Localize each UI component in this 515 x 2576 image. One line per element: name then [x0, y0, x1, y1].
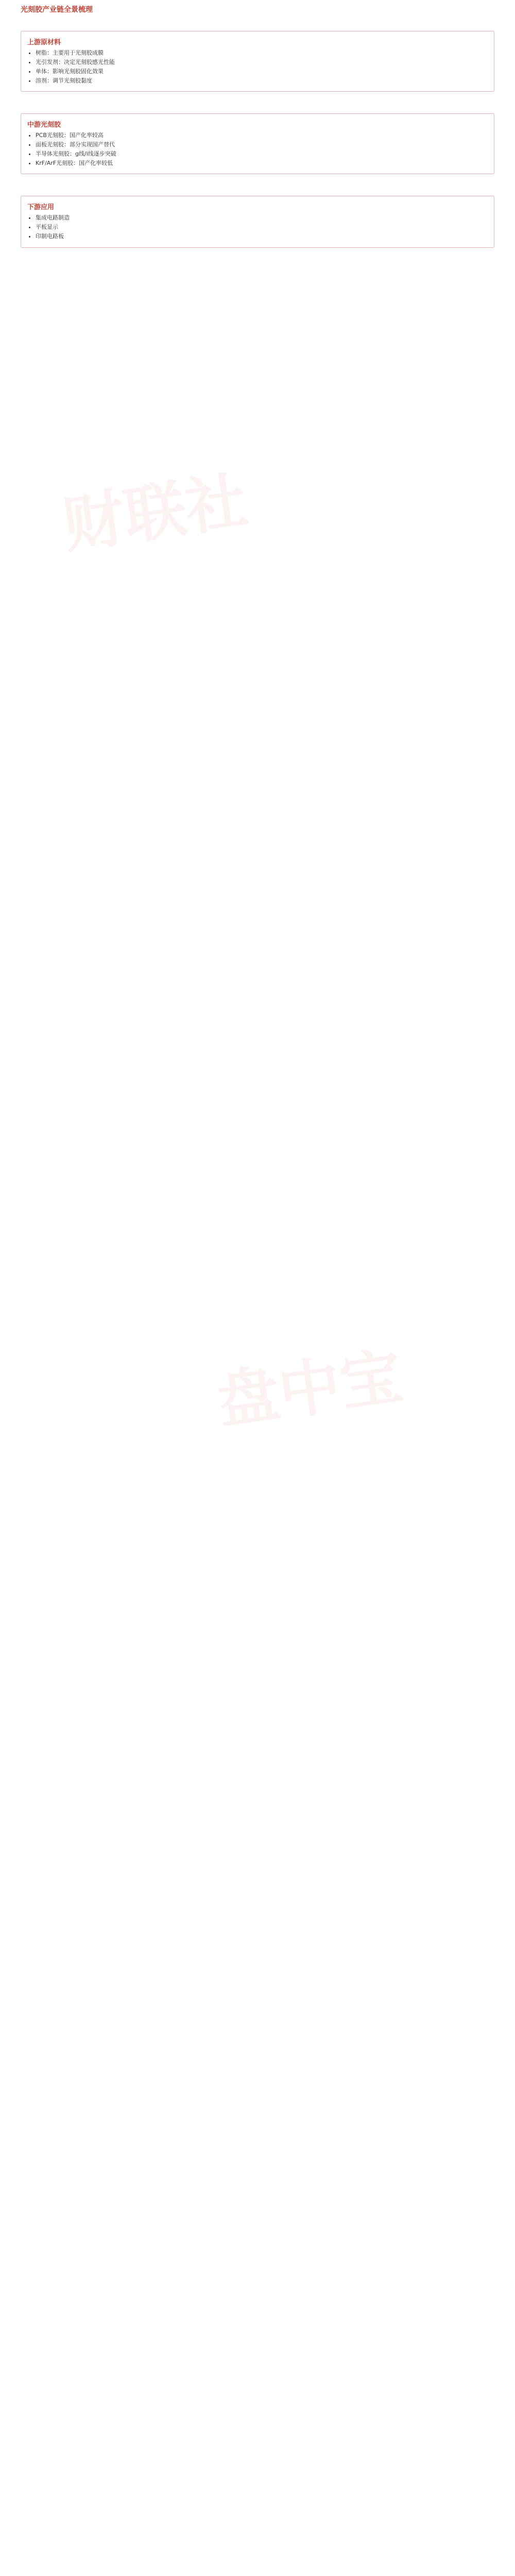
- list-item: • 光引发剂：决定光刻胶感光性能: [36, 59, 488, 66]
- list-item: • 树脂：主要用于光刻胶成膜: [36, 49, 488, 57]
- list-item: • 单体：影响光刻胶固化效果: [36, 68, 488, 76]
- section-title: 下游应用: [27, 204, 55, 211]
- section-downstream: [21, 196, 494, 248]
- section-title: 中游光刻胶: [27, 121, 61, 129]
- list-item: • 半导体光刻胶：g线/i线逐步突破: [36, 150, 488, 158]
- section-upstream: [21, 31, 494, 92]
- list-item: • PCB光刻胶：国产化率较高: [36, 132, 488, 140]
- list-item: • 平板显示: [36, 224, 488, 231]
- list-item: • 面板光刻胶：部分实现国产替代: [36, 141, 488, 149]
- section-title: 上游原材料: [27, 39, 61, 46]
- list-item: • 印制电路板: [36, 233, 488, 241]
- page-title: 光刻胶产业链全景梳理: [21, 6, 93, 14]
- list-item: • 溶剂：调节光刻胶黏度: [36, 77, 488, 85]
- section-midstream: [21, 113, 494, 174]
- list-item: • KrF/ArF光刻胶：国产化率较低: [36, 160, 488, 167]
- watermark: 财联社: [58, 465, 252, 562]
- list-item: • 集成电路制造: [36, 214, 488, 222]
- watermark: 盘中宝: [213, 1341, 407, 1438]
